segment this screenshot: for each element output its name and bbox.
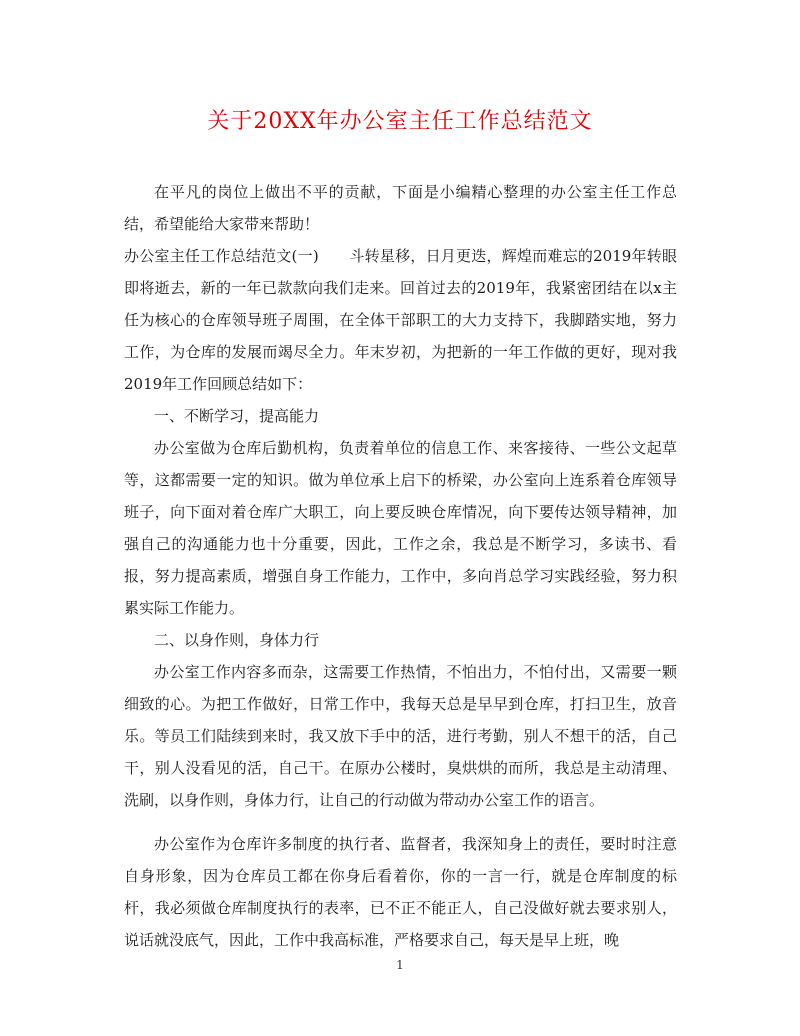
paragraph-example: 办公室工作内容多而杂，这需要工作热情，不怕出力，不怕付出，又需要一颗细致的心。为把工作做好，日常工作中，我每天总是早早到仓库，打扫卫生，放音乐。等员工们陆续到来时，我又放下手中的活，进行考勤，别人不想干的活，自己干，别人没看见的活，自己干。在原办公楼时，臭烘烘的而所，我总是主动清理、洗刷，以身作则，身体力行，让自己的行动做为带动办公室工作的语言。 bbox=[124, 663, 677, 809]
document-title: 关于20XX年办公室主任工作总结范文 bbox=[207, 109, 593, 134]
paragraph-supervision: 办公室作为仓库许多制度的执行者、监督者，我深知身上的责任，要时时注意自身形象，因为仓库员工都在你身后看着你，你的一言一行，就是仓库制度的标杆，我必须做仓库制度执行的表率，已不正不能正人，自己没做好就去要求别人，说话就没底气，因此，工作中我高标准，严格要求自己，每天是早上班，晚 bbox=[124, 835, 677, 949]
heading-example: 二、以身作则，身体力行 bbox=[154, 631, 320, 649]
paragraph-learning: 办公室做为仓库后勤机构，负责着单位的信息工作、来客接待、一些公文起草等，这都需要一定的知识。做为单位承上启下的桥梁，办公室向上连系着仓库领导班子，向下面对着仓库广大职工，向上要反映仓库情况，向下要传达领导精神，加强自己的沟通能力也十分重要，因此，工作之余，我总是不断学习，多读书、看报，努力提高素质，增强自身工作能力，工作中，多向肖总学习实践经验，努力积累实际工作能力。 bbox=[124, 439, 677, 617]
document-body bbox=[124, 176, 677, 956]
section-intro-paragraph: 办公室主任工作总结范文(一) 斗转星移，日月更迭，辉煌而难忘的2019年转眼即将逝去，新的一年已款款向我们走来。回首过去的2019年，我紧密团结在以x主任为核心的仓库领导班子周围，在全体干部职工的大力支持下，我脚踏实地，努力工作，为仓库的发展而竭尽全力。年末岁初，为把新的一年工作做的更好，现对我2019年工作回顾总结如下： bbox=[124, 247, 677, 393]
page-number: 1 bbox=[396, 958, 404, 972]
heading-learning: 一、不断学习，提高能力 bbox=[154, 407, 320, 425]
intro-paragraph: 在平凡的岗位上做出不平的贡献，下面是小编精心整理的办公室主任工作总结，希望能给大家带来帮助！ bbox=[124, 183, 677, 233]
